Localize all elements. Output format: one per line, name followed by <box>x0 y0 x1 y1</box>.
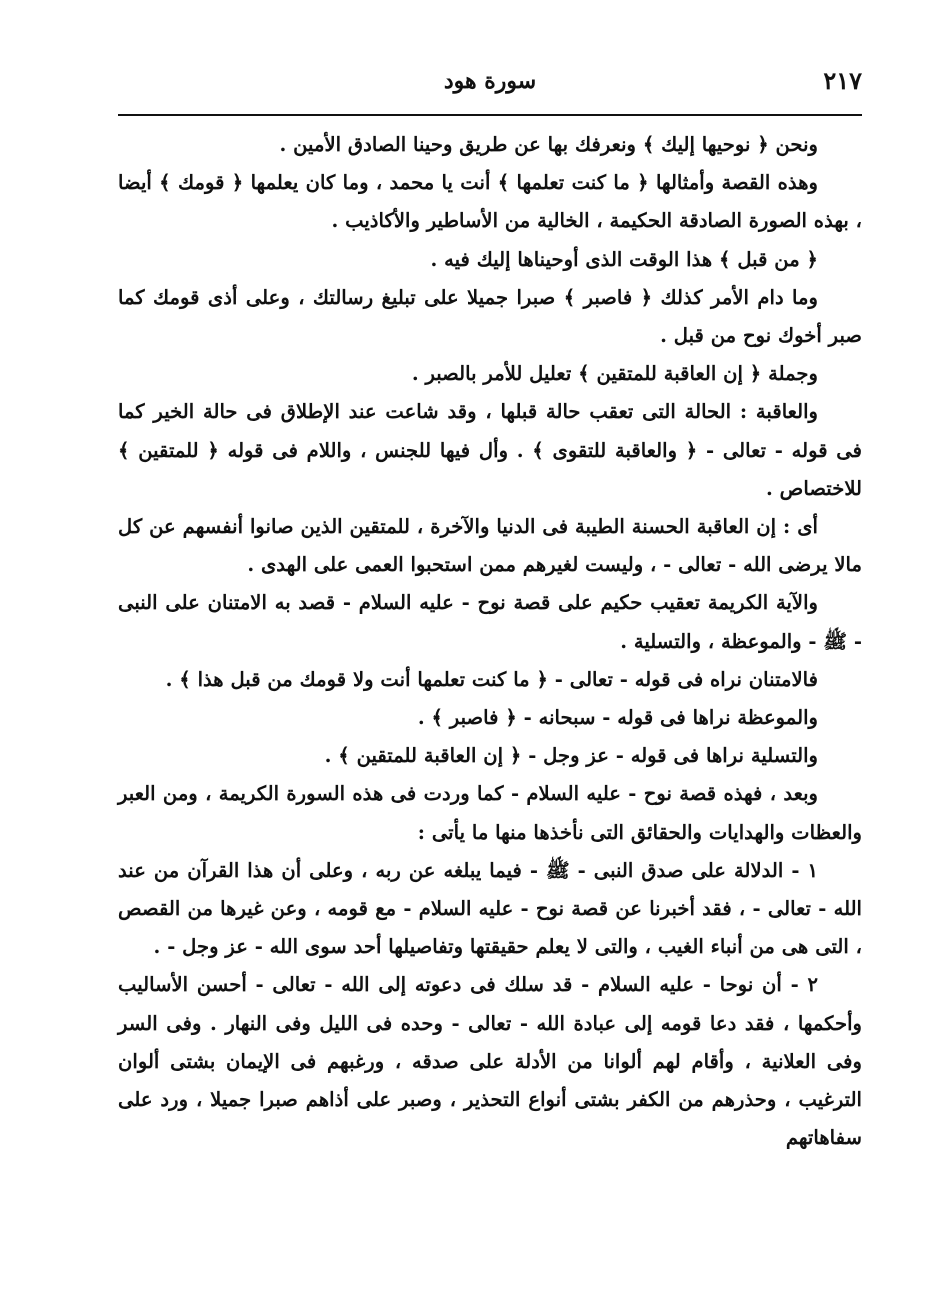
chapter-title: سورة هود <box>443 68 537 94</box>
paragraph: ﴿ من قبل ﴾ هذا الوقت الذى أوحيناها إليك فيه . <box>430 247 818 271</box>
paragraph: والموعظة نراها فى قوله - سبحانه - ﴿ فاصبر ﴾ . <box>417 706 818 730</box>
paragraph: أى : إن العاقبة الحسنة الطيبة فى الدنيا والآخرة ، للمتقين الذين صانوا أنفسهم عن كل مالا يرضى الله - تعالى - ، وليست لغيرهم ممن استحبوا العمى على الهدى . <box>118 515 862 577</box>
paragraph: ١ - الدلالة على صدق النبى - ﷺ - فيما يبلغه عن ربه ، وعلى أن هذا القرآن من عند الله - تعالى - ، فقد أخبرنا عن قصة نوح - عليه السلام - مع قومه ، وعن غيرها من القصص ، التى هى من أنباء الغيب ، والتى لا يعلم حقيقتها وتفاصيلها أحد سوى الله - عز وجل - . <box>118 858 862 959</box>
page-number: ٢١٧ <box>823 66 862 95</box>
paragraph: وجملة ﴿ إن العاقبة للمتقين ﴾ تعليل للأمر بالصبر . <box>411 362 818 386</box>
paragraph: وما دام الأمر كذلك ﴿ فاصبر ﴾ صبرا جميلا على تبليغ رسالتك ، وعلى أذى قومك كما صبر أخوك نوح من قبل . <box>118 285 862 348</box>
paragraph: فالامتنان نراه فى قوله - تعالى - ﴿ ما كنت تعلمها أنت ولا قومك من قبل هذا ﴾ . <box>165 667 818 691</box>
paragraph: ونحن ﴿ نوحيها إليك ﴾ ونعرفك بها عن طريق وحينا الصادق الأمين . <box>279 133 818 156</box>
paragraph: وهذه القصة وأمثالها ﴿ ما كنت تعلمها ﴾ أنت يا محمد ، وما كان يعلمها ﴿ قومك ﴾ أيضا ، بهذه الصورة الصادقة الحكيمة ، الخالية من الأساطير والأكاذيب . <box>118 171 862 233</box>
paragraph: والتسلية نراها فى قوله - عز وجل - ﴿ إن العاقبة للمتقين ﴾ . <box>324 744 818 768</box>
paragraph: والعاقبة : الحالة التى تعقب حالة قبلها ، وقد شاعت عند الإطلاق فى حالة الخير كما فى قوله - تعالى - ﴿ والعاقبة للتقوى ﴾ . وأل فيها للجنس ، واللام فى قوله ﴿ للمتقين ﴾ للاختصاص . <box>118 400 862 500</box>
header-rule <box>118 114 862 116</box>
paragraph: ٢ - أن نوحا - عليه السلام - قد سلك فى دعوته إلى الله - تعالى - أحسن الأساليب وأحكمها ، فقد دعا قومه إلى عبادة الله - تعالى - وحده فى الليل وفى النهار . وفى السر وفى العلانية ، وأقام لهم ألوانا من الأدلة على صدقه ، ورغبهم فى الإيمان بشتى ألوان الترغيب ، وحذرهم من الكفر بشتى أنواع التحذير ، وصبر على أذاهم صبرا جميلا ، ورد على سفاهاتهم <box>118 973 862 1150</box>
paragraph: وبعد ، فهذه قصة نوح - عليه السلام - كما وردت فى هذه السورة الكريمة ، ومن العبر والعظات والهدايات والحقائق التى نأخذها منها ما يأتى : <box>118 782 862 844</box>
page-header <box>118 62 862 112</box>
page-body <box>118 126 862 1157</box>
paragraph: والآية الكريمة تعقيب حكيم على قصة نوح - عليه السلام - قصد به الامتنان على النبى - ﷺ - والموعظة ، والتسلية . <box>118 591 862 653</box>
